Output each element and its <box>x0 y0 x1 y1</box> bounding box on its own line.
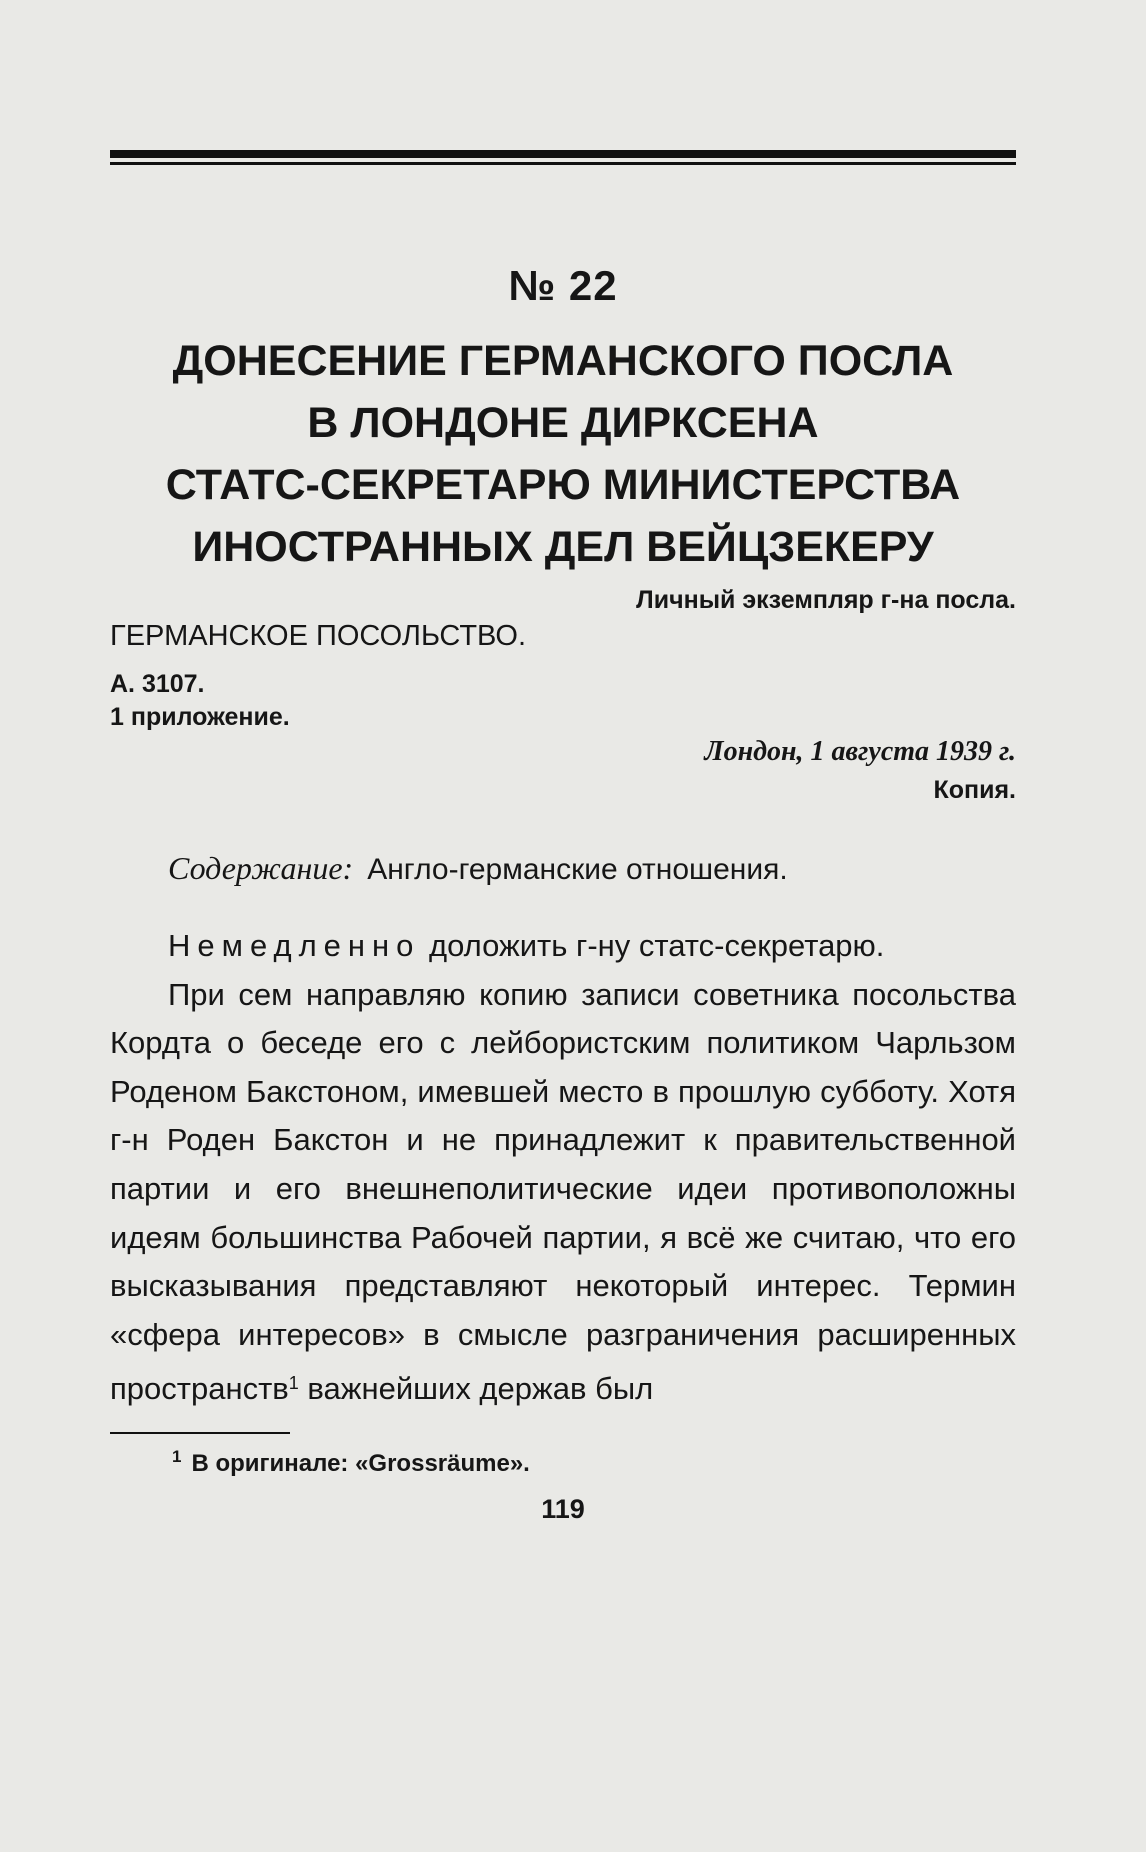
personal-copy-note: Личный экземпляр г-на посла. <box>636 586 1016 614</box>
copy-label: Копия. <box>933 776 1016 804</box>
body-text <box>110 922 1016 1414</box>
content-text: Англо-германские отношения. <box>367 853 788 886</box>
footnote-mark: 1 <box>172 1447 182 1466</box>
paragraph-main-part2: важнейших держав был <box>298 1371 654 1407</box>
document-number: № 22 <box>508 262 618 309</box>
title-line: СТАТС-СЕКРЕТАРЮ МИНИСТЕРСТВА <box>165 461 961 509</box>
footnote <box>172 1447 530 1478</box>
content-label: Содержание: <box>168 850 354 886</box>
footnote-text: В оригинале: «Grossräume». <box>191 1450 530 1477</box>
header-rule-thick <box>110 150 1016 158</box>
header-rule-thin <box>110 162 1016 165</box>
attachment-count: 1 приложение. <box>110 703 290 731</box>
document-title <box>110 330 1016 578</box>
urgent-rest: доложить г-ну статс-секретарю. <box>420 928 885 963</box>
urgent-word: Немедленно <box>168 928 421 963</box>
title-line: В ЛОНДОНЕ ДИРКСЕНА <box>307 399 819 447</box>
footnote-reference[interactable]: 1 <box>288 1373 299 1394</box>
embassy-header: ГЕРМАНСКОЕ ПОСОЛЬСТВО. <box>110 620 527 652</box>
footnote-rule <box>110 1432 290 1434</box>
reference-number: А. 3107. <box>110 670 205 698</box>
title-line: ИНОСТРАННЫХ ДЕЛ ВЕЙЦЗЕКЕРУ <box>192 523 934 571</box>
title-line: ДОНЕСЕНИЕ ГЕРМАНСКОГО ПОСЛА <box>172 337 954 385</box>
paragraph-main <box>110 971 1016 1414</box>
page-number: 119 <box>541 1494 585 1524</box>
paragraph-urgent <box>110 922 1016 971</box>
content-summary <box>168 850 788 887</box>
place-date: Лондон, 1 августа 1939 г. <box>704 736 1016 767</box>
paragraph-main-part1: При сем направляю копию записи советника посольства Кордта о беседе его с лейбористским политиком Чарльзом Роденом Бакстоном, имевшей место в прошлую субботу. Хотя г-н Роден Бакстон и не принадлежит к правительственной партии и его внешнеполитические идеи противоположны идеям большинства Рабочей партии, я всё же считаю, что его высказывания представляют некоторый интерес. Термин «сфера интересов» в смысле разграничения расширенных пространств <box>110 976 1016 1407</box>
